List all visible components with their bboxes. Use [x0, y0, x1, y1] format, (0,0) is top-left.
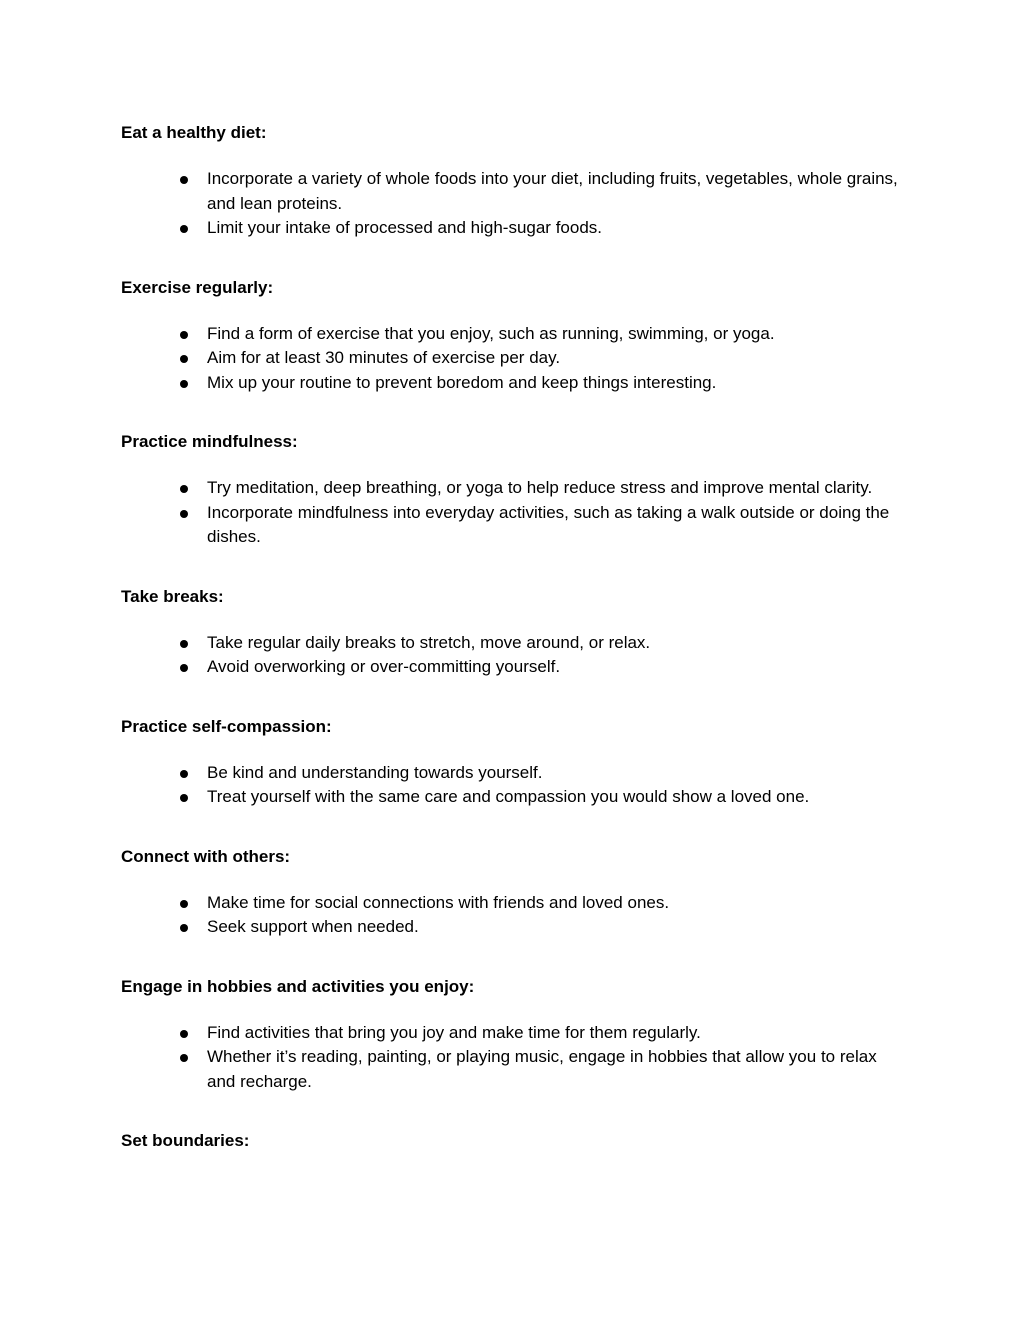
- bullet-icon: [180, 176, 188, 184]
- bullet-list: [121, 891, 901, 940]
- list-item: [180, 655, 901, 680]
- bullet-icon: [180, 900, 188, 908]
- list-item: [180, 891, 901, 916]
- list-item: [180, 322, 901, 347]
- list-item: [180, 371, 901, 396]
- bullet-icon: [180, 794, 188, 802]
- bullet-icon: [180, 380, 188, 388]
- bullet-icon: [180, 331, 188, 339]
- list-item: [180, 167, 901, 216]
- section-heading: Connect with others:: [121, 846, 291, 866]
- list-item-text: Incorporate mindfulness into everyday activities, such as taking a walk outside or doing the dishes.: [207, 502, 890, 546]
- bullet-icon: [180, 355, 188, 363]
- bullet-icon: [180, 510, 188, 518]
- list-item: [180, 631, 901, 656]
- list-item-text: Try meditation, deep breathing, or yoga to help reduce stress and improve mental clarity.: [207, 478, 873, 497]
- section-heading: Set boundaries:: [121, 1131, 250, 1150]
- list-item: [180, 476, 901, 501]
- section-heading: Exercise regularly:: [121, 277, 274, 297]
- section: [121, 975, 901, 1095]
- section: [121, 121, 901, 241]
- section: [121, 845, 901, 940]
- list-item-text: Make time for social connections with friends and loved ones.: [207, 892, 670, 912]
- list-item-text: Limit your intake of processed and high-sugar foods.: [207, 218, 603, 237]
- list-item: [180, 1021, 901, 1046]
- list-item: [180, 216, 901, 241]
- bullet-icon: [180, 924, 188, 932]
- bullet-list: [121, 476, 901, 550]
- list-item-text: Seek support when needed.: [207, 917, 419, 936]
- bullet-list: [121, 322, 901, 396]
- bullet-list: [121, 167, 901, 241]
- list-item-text: Aim for at least 30 minutes of exercise per day.: [207, 348, 561, 367]
- bullet-icon: [180, 770, 188, 778]
- bullet-list: [121, 761, 901, 810]
- bullet-icon: [180, 1030, 188, 1038]
- list-item: [180, 501, 901, 550]
- list-item-text: Be kind and understanding towards yourself.: [207, 762, 543, 782]
- section: [121, 1129, 901, 1153]
- list-item: [180, 785, 901, 810]
- list-item: [180, 1045, 901, 1094]
- list-item-text: Avoid overworking or over-committing yourself.: [207, 657, 561, 676]
- section-heading: Engage in hobbies and activities you enjoy:: [121, 976, 475, 996]
- bullet-icon: [180, 225, 188, 233]
- section: [121, 585, 901, 680]
- list-item-text: Take regular daily breaks to stretch, move around, or relax.: [207, 632, 651, 652]
- bullet-list: [121, 631, 901, 680]
- document-content: [121, 121, 901, 1188]
- list-item-text: Whether it’s reading, painting, or playing music, engage in hobbies that allow you to relax and recharge.: [207, 1047, 877, 1091]
- bullet-icon: [180, 640, 188, 648]
- list-item-text: Incorporate a variety of whole foods into your diet, including fruits, vegetables, whole grains, and lean proteins.: [207, 169, 898, 213]
- list-item-text: Mix up your routine to prevent boredom and keep things interesting.: [207, 372, 717, 392]
- list-item-text: Find activities that bring you joy and make time for them regularly.: [207, 1022, 701, 1042]
- bullet-icon: [180, 1054, 188, 1062]
- section: [121, 276, 901, 396]
- section-heading: Practice self-compassion:: [121, 716, 332, 736]
- section-heading: Eat a healthy diet:: [121, 123, 267, 142]
- section: [121, 715, 901, 810]
- list-item: [180, 346, 901, 371]
- list-item-text: Find a form of exercise that you enjoy, such as running, swimming, or yoga.: [207, 323, 775, 343]
- list-item: [180, 761, 901, 786]
- section-heading: Practice mindfulness:: [121, 432, 298, 451]
- section-heading: Take breaks:: [121, 586, 224, 606]
- bullet-icon: [180, 485, 188, 493]
- list-item-text: Treat yourself with the same care and compassion you would show a loved one.: [207, 787, 810, 806]
- bullet-icon: [180, 664, 188, 672]
- bullet-list: [121, 1021, 901, 1095]
- list-item: [180, 915, 901, 940]
- section: [121, 430, 901, 550]
